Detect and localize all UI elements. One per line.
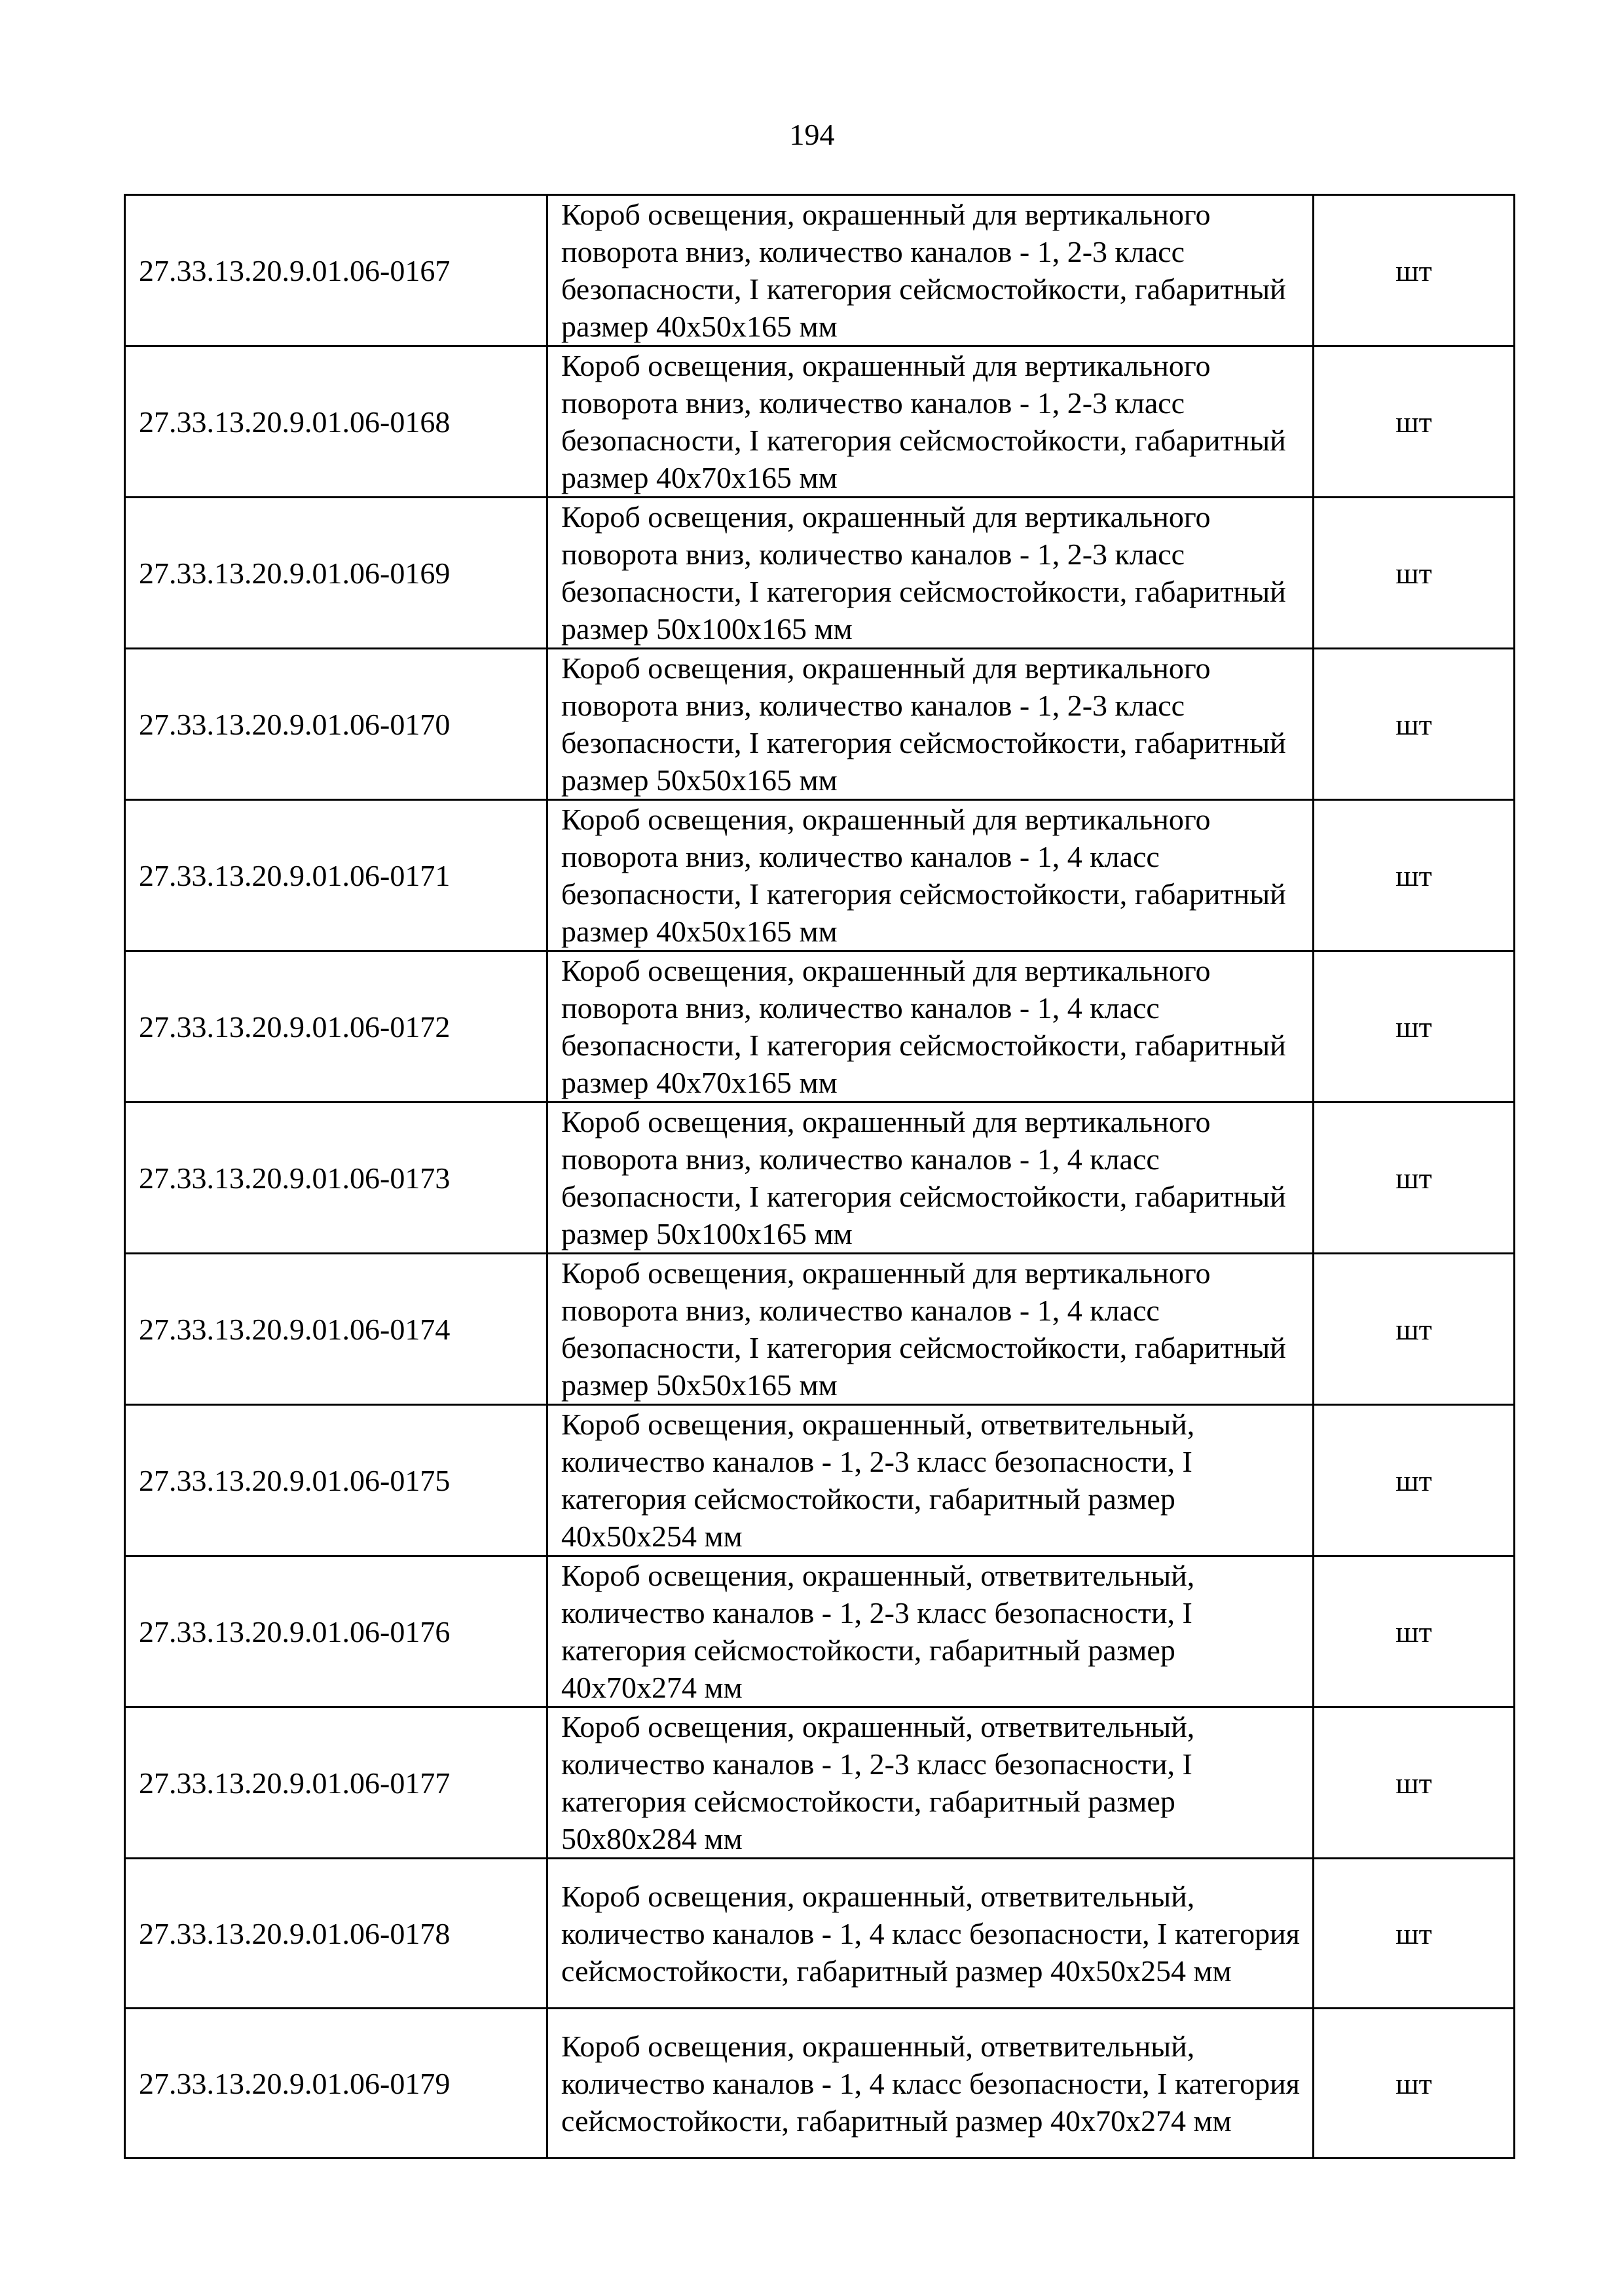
table-row: [125, 951, 1515, 1102]
resource-description-cell: Короб освещения, окрашенный для вертикального поворота вниз, количество каналов - 1, 2-3 класс безопасности, I категория сейсмостойкости, габаритный размер 40x70x165 мм: [547, 346, 1314, 498]
resource-table: [124, 194, 1515, 2159]
resource-description-cell: Короб освещения, окрашенный для вертикального поворота вниз, количество каналов - 1, 2-3 класс безопасности, I категория сейсмостойкости, габаритный размер 50x50x165 мм: [547, 649, 1314, 800]
resource-description-cell: Короб освещения, окрашенный, ответвительный, количество каналов - 1, 4 класс безопасности, I категория сейсмостойкости, габаритный размер 40x50x254 мм: [547, 1859, 1314, 2009]
resource-description-cell: Короб освещения, окрашенный, ответвительный, количество каналов - 1, 2-3 класс безопасности, I категория сейсмостойкости, габаритный размер 50x80x284 мм: [547, 1707, 1314, 1859]
unit-cell: шт: [1314, 1102, 1515, 1254]
resource-code-cell: 27.33.13.20.9.01.06-0171: [125, 800, 547, 951]
unit-cell: шт: [1314, 1405, 1515, 1556]
resource-code-cell: 27.33.13.20.9.01.06-0175: [125, 1405, 547, 1556]
resource-description-cell: Короб освещения, окрашенный для вертикального поворота вниз, количество каналов - 1, 4 класс безопасности, I категория сейсмостойкости, габаритный размер 50x50x165 мм: [547, 1254, 1314, 1405]
resource-code-cell: 27.33.13.20.9.01.06-0172: [125, 951, 547, 1102]
resource-code-cell: 27.33.13.20.9.01.06-0167: [125, 195, 547, 346]
resource-code-cell: 27.33.13.20.9.01.06-0168: [125, 346, 547, 498]
resource-code-cell: 27.33.13.20.9.01.06-0177: [125, 1707, 547, 1859]
resource-code-cell: 27.33.13.20.9.01.06-0179: [125, 2009, 547, 2159]
resource-code-cell: 27.33.13.20.9.01.06-0176: [125, 1556, 547, 1707]
table-row: [125, 1405, 1515, 1556]
unit-cell: шт: [1314, 800, 1515, 951]
resource-code-cell: 27.33.13.20.9.01.06-0174: [125, 1254, 547, 1405]
unit-cell: шт: [1314, 498, 1515, 649]
resource-code-cell: 27.33.13.20.9.01.06-0178: [125, 1859, 547, 2009]
table-row: [125, 498, 1515, 649]
table-row: [125, 1102, 1515, 1254]
unit-cell: шт: [1314, 1556, 1515, 1707]
resource-description-cell: Короб освещения, окрашенный для вертикального поворота вниз, количество каналов - 1, 4 класс безопасности, I категория сейсмостойкости, габаритный размер 40x50x165 мм: [547, 800, 1314, 951]
resource-code-cell: 27.33.13.20.9.01.06-0170: [125, 649, 547, 800]
unit-cell: шт: [1314, 649, 1515, 800]
table-row: [125, 195, 1515, 346]
table-row: [125, 2009, 1515, 2159]
unit-cell: шт: [1314, 195, 1515, 346]
unit-cell: шт: [1314, 1707, 1515, 1859]
page-number: 194: [789, 118, 835, 151]
resource-description-cell: Короб освещения, окрашенный для вертикального поворота вниз, количество каналов - 1, 2-3 класс безопасности, I категория сейсмостойкости, габаритный размер 40x50x165 мм: [547, 195, 1314, 346]
unit-cell: шт: [1314, 951, 1515, 1102]
resource-code-cell: 27.33.13.20.9.01.06-0173: [125, 1102, 547, 1254]
unit-cell: шт: [1314, 1254, 1515, 1405]
resource-description-cell: Короб освещения, окрашенный для вертикального поворота вниз, количество каналов - 1, 2-3 класс безопасности, I категория сейсмостойкости, габаритный размер 50x100x165 мм: [547, 498, 1314, 649]
unit-cell: шт: [1314, 1859, 1515, 2009]
table-row: [125, 1254, 1515, 1405]
unit-cell: шт: [1314, 346, 1515, 498]
resource-code-cell: 27.33.13.20.9.01.06-0169: [125, 498, 547, 649]
table-row: [125, 800, 1515, 951]
unit-cell: шт: [1314, 2009, 1515, 2159]
table-row: [125, 1707, 1515, 1859]
resource-description-cell: Короб освещения, окрашенный, ответвительный, количество каналов - 1, 2-3 класс безопасности, I категория сейсмостойкости, габаритный размер 40x50x254 мм: [547, 1405, 1314, 1556]
table-row: [125, 649, 1515, 800]
table-row: [125, 1556, 1515, 1707]
resource-description-cell: Короб освещения, окрашенный для вертикального поворота вниз, количество каналов - 1, 4 класс безопасности, I категория сейсмостойкости, габаритный размер 40x70x165 мм: [547, 951, 1314, 1102]
resource-description-cell: Короб освещения, окрашенный для вертикального поворота вниз, количество каналов - 1, 4 класс безопасности, I категория сейсмостойкости, габаритный размер 50x100x165 мм: [547, 1102, 1314, 1254]
table-row: [125, 1859, 1515, 2009]
resource-description-cell: Короб освещения, окрашенный, ответвительный, количество каналов - 1, 4 класс безопасности, I категория сейсмостойкости, габаритный размер 40x70x274 мм: [547, 2009, 1314, 2159]
resource-description-cell: Короб освещения, окрашенный, ответвительный, количество каналов - 1, 2-3 класс безопасности, I категория сейсмостойкости, габаритный размер 40x70x274 мм: [547, 1556, 1314, 1707]
table-row: [125, 346, 1515, 498]
